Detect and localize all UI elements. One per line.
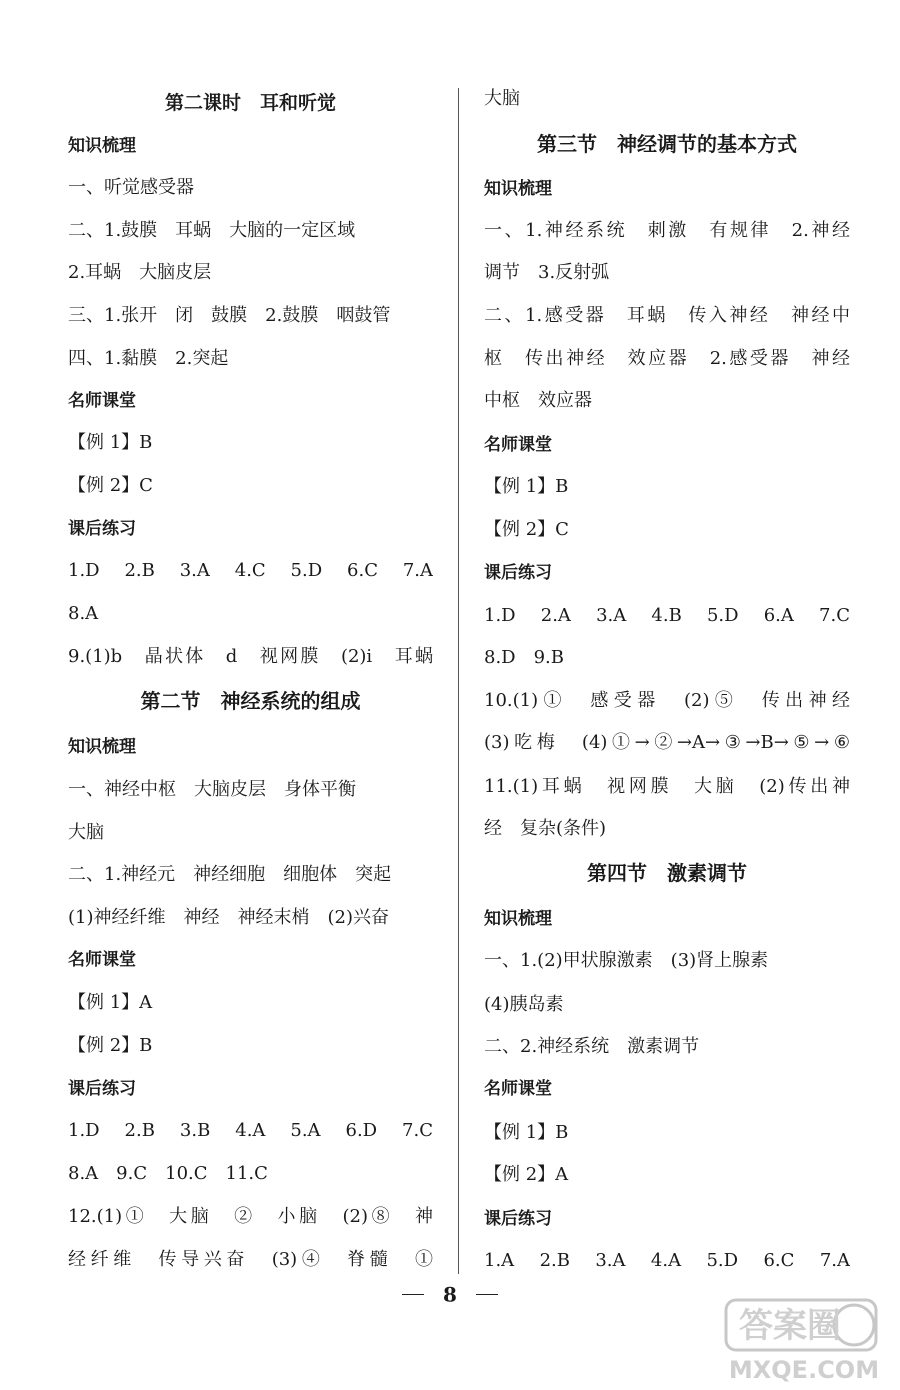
section-title: 第二节 神经系统的组成: [140, 689, 361, 713]
subsection-heading: 知识梳理: [68, 136, 136, 156]
answer-line: 1.D 2.B 3.A 4.C 5.D 6.C 7.A: [68, 560, 433, 581]
subsection-heading: 名师课堂: [68, 391, 136, 411]
footer-dash-left: [402, 1294, 424, 1295]
answer-line: 经 复杂(条件): [484, 818, 607, 839]
answer-line: 【例 2】A: [484, 1164, 569, 1185]
answer-line: 中枢 效应器: [484, 390, 592, 411]
footer-dash-right: [476, 1294, 498, 1295]
answer-line: 【例 2】C: [68, 475, 153, 496]
answer-line: 8.A: [68, 603, 99, 624]
answer-line: 11.(1)耳蜗 视网膜 大脑 (2)传出神: [484, 776, 850, 797]
answer-line: 二、2.神经系统 激素调节: [484, 1036, 700, 1057]
watermark-brand: 答案圈: [739, 1306, 841, 1346]
subsection-heading: 知识梳理: [68, 737, 136, 757]
answer-line: 1.D 2.A 3.A 4.B 5.D 6.A 7.C: [484, 605, 850, 626]
answer-line: 一、1.(2)甲状腺激素 (3)肾上腺素: [484, 950, 769, 971]
subsection-heading: 课后练习: [68, 519, 136, 539]
answer-line: 1.A 2.B 3.A 4.A 5.D 6.C 7.A: [484, 1250, 850, 1271]
answer-line: 二、1.感受器 耳蜗 传入神经 神经中: [484, 305, 850, 326]
subsection-heading: 知识梳理: [484, 909, 552, 929]
answer-line: 枢 传出神经 效应器 2.感受器 神经: [484, 348, 850, 369]
answer-line: 2.耳蜗 大脑皮层: [68, 262, 212, 283]
answer-line: 调节 3.反射弧: [484, 262, 610, 283]
subsection-heading: 名师课堂: [484, 1079, 552, 1099]
answer-line: 一、1.神经系统 刺激 有规律 2.神经: [484, 220, 850, 241]
answer-line: 【例 1】B: [484, 476, 569, 497]
page-number: 8: [443, 1282, 457, 1307]
subsection-heading: 课后练习: [68, 1079, 136, 1099]
answer-line: 【例 2】B: [68, 1035, 153, 1056]
answer-line: 9.(1)b 晶状体 d 视网膜 (2)i 耳蜗: [68, 646, 433, 667]
answer-line: (3)吃梅 (4)①→②→A→③→B→⑤→⑥: [484, 732, 850, 753]
answer-line: 一、神经中枢 大脑皮层 身体平衡: [68, 779, 356, 800]
answer-line: 12.(1)① 大脑 ② 小脑 (2)⑧ 神: [68, 1206, 433, 1227]
answer-line: 10.(1)① 感受器 (2)⑤ 传出神经: [484, 690, 850, 711]
answer-line: 【例 2】C: [484, 519, 569, 540]
answer-line: 1.D 2.B 3.B 4.A 5.A 6.D 7.C: [68, 1120, 433, 1141]
watermark-url: MXQE.COM: [728, 1356, 880, 1384]
section-title: 第二课时 耳和听觉: [164, 92, 336, 114]
subsection-heading: 名师课堂: [68, 950, 136, 970]
section-title: 第四节 激素调节: [587, 861, 747, 885]
answer-line: 【例 1】B: [68, 432, 153, 453]
answer-line: 8.D 9.B: [484, 647, 565, 668]
answer-line: (4)胰岛素: [484, 994, 564, 1015]
answer-line: 二、1.鼓膜 耳蜗 大脑的一定区域: [68, 220, 356, 241]
answer-line: 大脑: [68, 822, 104, 843]
subsection-heading: 知识梳理: [484, 179, 552, 199]
answer-line: 【例 1】B: [484, 1122, 569, 1143]
answer-line: 【例 1】A: [68, 992, 153, 1013]
answer-line: 三、1.张开 闭 鼓膜 2.鼓膜 咽鼓管: [68, 305, 391, 326]
answer-line: 大脑: [484, 88, 520, 109]
answer-line: (1)神经纤维 神经 神经末梢 (2)兴奋: [68, 907, 389, 928]
watermark-logo: [712, 1294, 894, 1386]
answer-line: 二、1.神经元 神经细胞 细胞体 突起: [68, 864, 392, 885]
answer-line: 四、1.黏膜 2.突起: [68, 348, 229, 369]
answer-line: 经纤维 传导兴奋 (3)④ 脊髓 ①: [68, 1249, 433, 1270]
subsection-heading: 名师课堂: [484, 435, 552, 455]
section-title: 第三节 神经调节的基本方式: [537, 132, 797, 156]
subsection-heading: 课后练习: [484, 563, 552, 583]
subsection-heading: 课后练习: [484, 1209, 552, 1229]
column-divider: [458, 88, 459, 1274]
answer-line: 8.A 9.C 10.C 11.C: [68, 1163, 268, 1184]
answer-line: 一、听觉感受器: [68, 177, 194, 198]
